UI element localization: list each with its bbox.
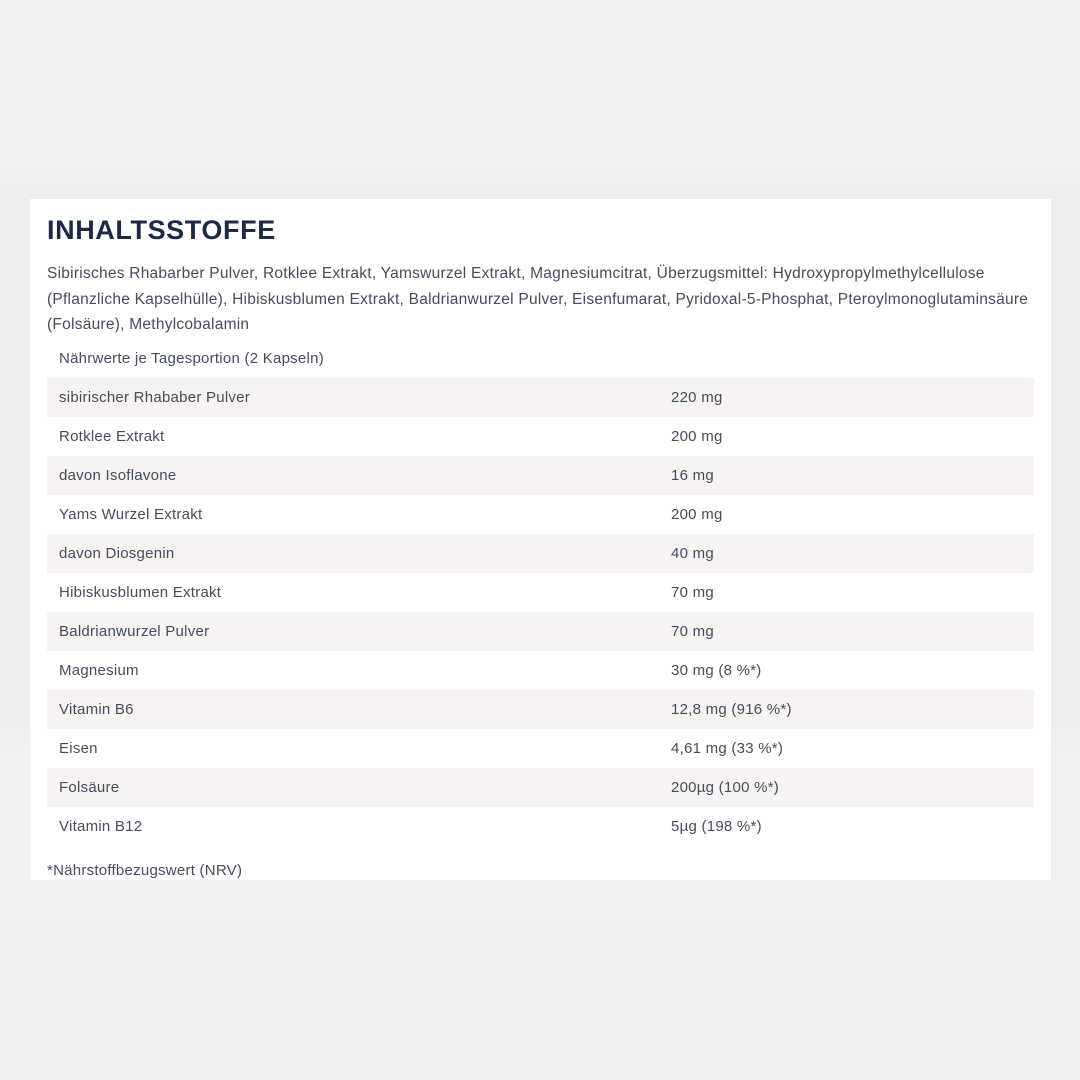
row-value: 200 mg xyxy=(671,505,723,523)
table-row xyxy=(47,690,1034,729)
row-value: 200 mg xyxy=(671,427,723,445)
nutrition-table-body xyxy=(47,378,1034,846)
table-row xyxy=(47,573,1034,612)
ingredients-paragraph: Sibirisches Rhabarber Pulver, Rotklee Extrakt, Yamswurzel Extrakt, Magnesiumcitrat, Überzugsmittel: Hydroxypropylmethylcellulose (Pflanzliche Kapselhülle), Hibiskusblumen Extrakt, Baldrianwurzel Pulver, Eisenfumarat, Pyridoxal-5-Phosphat, Pteroylmonoglutaminsäure (Folsäure), Methylcobalamin xyxy=(47,265,1029,333)
row-value: 40 mg xyxy=(671,544,714,562)
row-label: Rotklee Extrakt xyxy=(59,427,165,445)
row-label: Vitamin B12 xyxy=(59,817,143,835)
row-label: sibirischer Rhababer Pulver xyxy=(59,388,250,406)
row-value: 70 mg xyxy=(671,622,714,640)
row-label: Vitamin B6 xyxy=(59,700,134,718)
row-label: Hibiskusblumen Extrakt xyxy=(59,583,222,601)
row-value: 30 mg (8 %*) xyxy=(671,661,762,679)
row-label: Baldrianwurzel Pulver xyxy=(59,622,210,640)
table-row xyxy=(47,534,1034,573)
nrv-footnote: *Nährstoffbezugswert (NRV) xyxy=(47,861,243,879)
row-label: Folsäure xyxy=(59,778,120,796)
table-row xyxy=(47,495,1034,534)
row-label: davon Isoflavone xyxy=(59,466,177,484)
ingredients-card xyxy=(30,199,1051,880)
card-title: INHALTSSTOFFE xyxy=(47,215,276,245)
table-row xyxy=(47,378,1034,417)
row-value: 70 mg xyxy=(671,583,714,601)
nutrition-table-caption: Nährwerte je Tagesportion (2 Kapseln) xyxy=(59,349,324,367)
table-row xyxy=(47,768,1034,807)
row-label: Yams Wurzel Extrakt xyxy=(59,505,203,523)
row-value: 5µg (198 %*) xyxy=(671,817,762,835)
row-label: Magnesium xyxy=(59,661,139,679)
row-label: Eisen xyxy=(59,739,98,757)
table-row xyxy=(47,456,1034,495)
row-value: 220 mg xyxy=(671,388,723,406)
row-value: 12,8 mg (916 %*) xyxy=(671,700,792,718)
row-value: 16 mg xyxy=(671,466,714,484)
table-row xyxy=(47,417,1034,456)
table-row xyxy=(47,807,1034,846)
table-row xyxy=(47,651,1034,690)
row-value: 4,61 mg (33 %*) xyxy=(671,739,784,757)
row-value: 200µg (100 %*) xyxy=(671,778,780,796)
table-row xyxy=(47,612,1034,651)
table-row xyxy=(47,729,1034,768)
row-label: davon Diosgenin xyxy=(59,544,175,562)
